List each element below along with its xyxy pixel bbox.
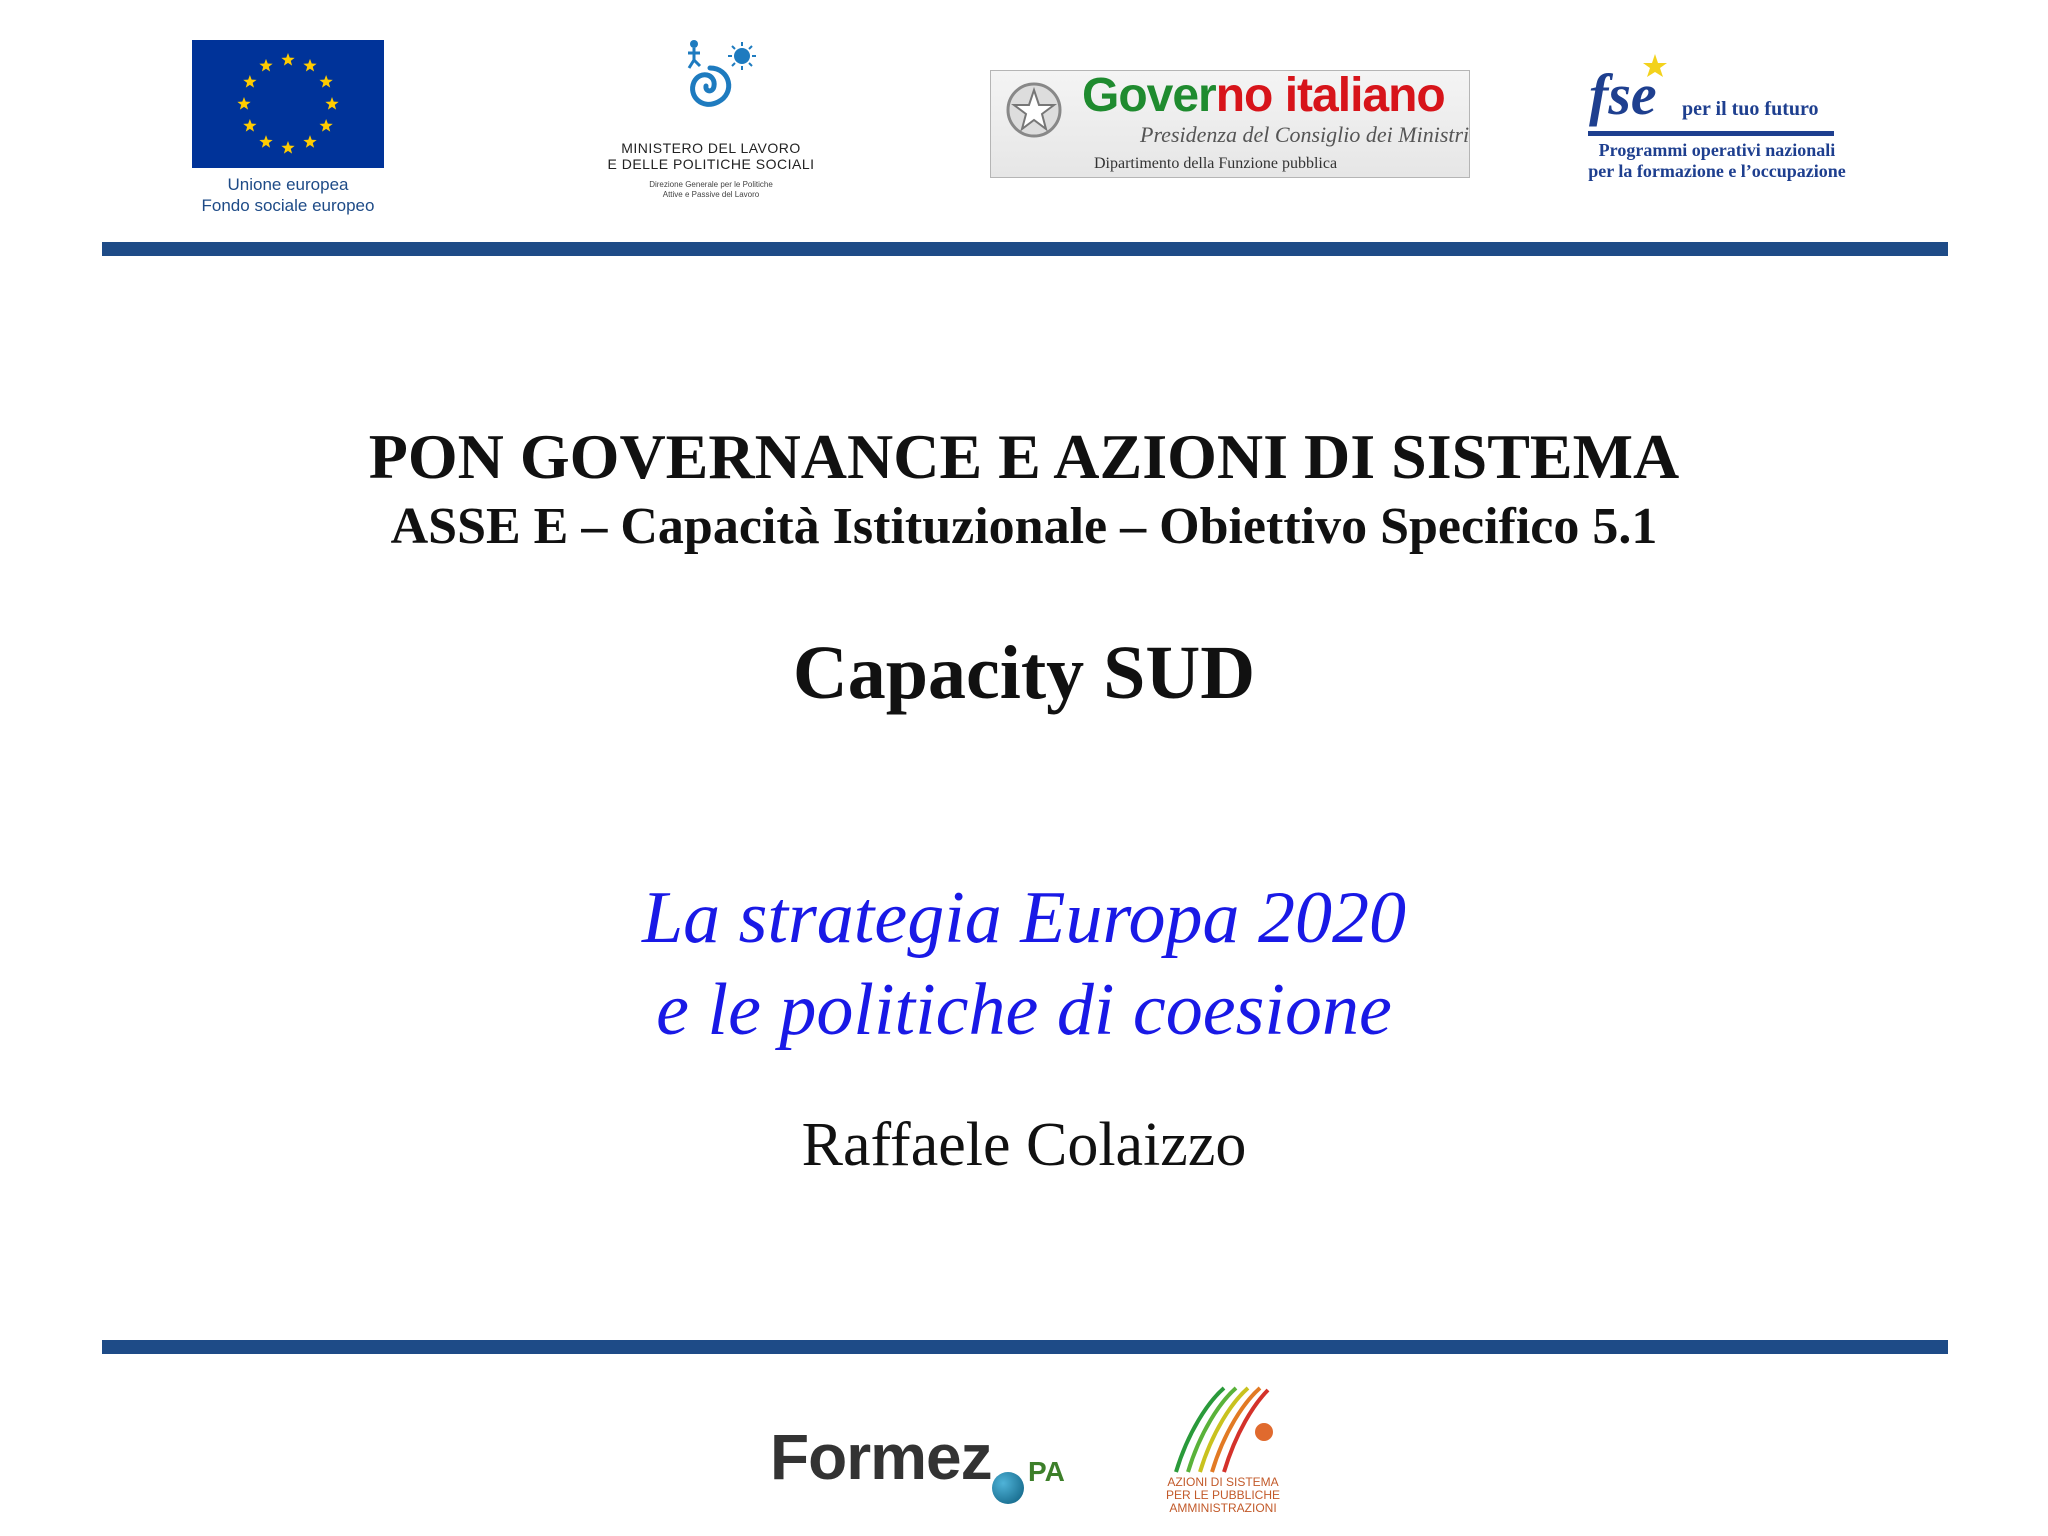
- eu-stars-icon: [192, 40, 384, 168]
- governo-presidenza: Presidenza del Consiglio dei Ministri: [1140, 122, 1470, 147]
- azioni-line1: AZIONI DI SISTEMA: [1167, 1475, 1279, 1489]
- ministero-sub2: Attive e Passive del Lavoro: [662, 190, 760, 199]
- eu-star: [259, 135, 272, 148]
- formez-globe-icon: [992, 1472, 1024, 1504]
- eu-caption: [150, 174, 426, 216]
- author-name: Raffaele Colaizzo: [801, 1111, 1247, 1179]
- ministero-line2: E DELLE POLITICHE SOCIALI: [607, 156, 815, 172]
- eu-caption-line1: Unione europea: [227, 175, 349, 194]
- subtitle-line2: e le politiche di coesione: [656, 969, 1392, 1051]
- governo-title-a: Gover: [1082, 69, 1216, 122]
- fse-logo-icon: [1585, 52, 1685, 132]
- ministero-name: [576, 140, 846, 172]
- fse-programmi-line2: per la formazione e l’occupazione: [1588, 161, 1846, 181]
- eu-star: [325, 97, 338, 110]
- presentation-subtitle: [0, 872, 2048, 1056]
- fse-tagline: per il tuo futuro: [1682, 98, 1819, 120]
- azioni-di-sistema-stripes-icon: [1168, 1382, 1278, 1482]
- eu-star: [243, 119, 256, 132]
- eu-star: [319, 119, 332, 132]
- fse-programmi-line1: Programmi operativi nazionali: [1598, 140, 1836, 160]
- fse-mark: fse: [1589, 62, 1657, 127]
- governo-title-b: no italiano: [1215, 69, 1445, 122]
- subtitle-line1: La strategia Europa 2020: [641, 877, 1407, 959]
- formez-pa: PA: [1028, 1456, 1065, 1487]
- bottom-rule: [102, 1340, 1948, 1354]
- governo-dipartimento: Dipartimento della Funzione pubblica: [1094, 155, 1338, 172]
- fse-divider: [1588, 131, 1834, 136]
- ministero-line1: MINISTERO DEL LAVORO: [621, 140, 801, 156]
- ministero-sub1: Direzione Generale per le Politiche: [649, 180, 773, 189]
- top-rule: [102, 242, 1948, 256]
- eu-star: [319, 75, 332, 88]
- ministero-spiral-icon: [660, 38, 760, 130]
- azioni-line2: PER LE PUBBLICHE: [1165, 1488, 1281, 1502]
- eu-caption-line2: Fondo sociale europeo: [201, 196, 375, 215]
- ministero-direzione: [576, 180, 846, 200]
- project-title: Capacity SUD: [792, 631, 1256, 715]
- italian-emblem-icon: [1002, 78, 1066, 142]
- eu-star: [303, 135, 316, 148]
- program-title: PON GOVERNANCE E AZIONI DI SISTEMA: [368, 421, 1680, 492]
- fse-programmi: [1576, 140, 1858, 182]
- azioni-line3: AMMINISTRAZIONI: [1169, 1501, 1277, 1515]
- eu-star: [259, 59, 272, 72]
- eu-flag-logo: [192, 40, 384, 168]
- eu-star: [281, 53, 294, 66]
- governo-title: [1082, 68, 1445, 123]
- formez-logo: Formez: [770, 1421, 992, 1493]
- eu-star: [303, 59, 316, 72]
- eu-star: [281, 141, 294, 154]
- axis-title: ASSE E – Capacità Istituzionale – Obiettivo Specifico 5.1: [390, 498, 1658, 555]
- eu-star: [243, 75, 256, 88]
- azioni-di-sistema-text: [1150, 1476, 1296, 1515]
- eu-star: [237, 97, 250, 110]
